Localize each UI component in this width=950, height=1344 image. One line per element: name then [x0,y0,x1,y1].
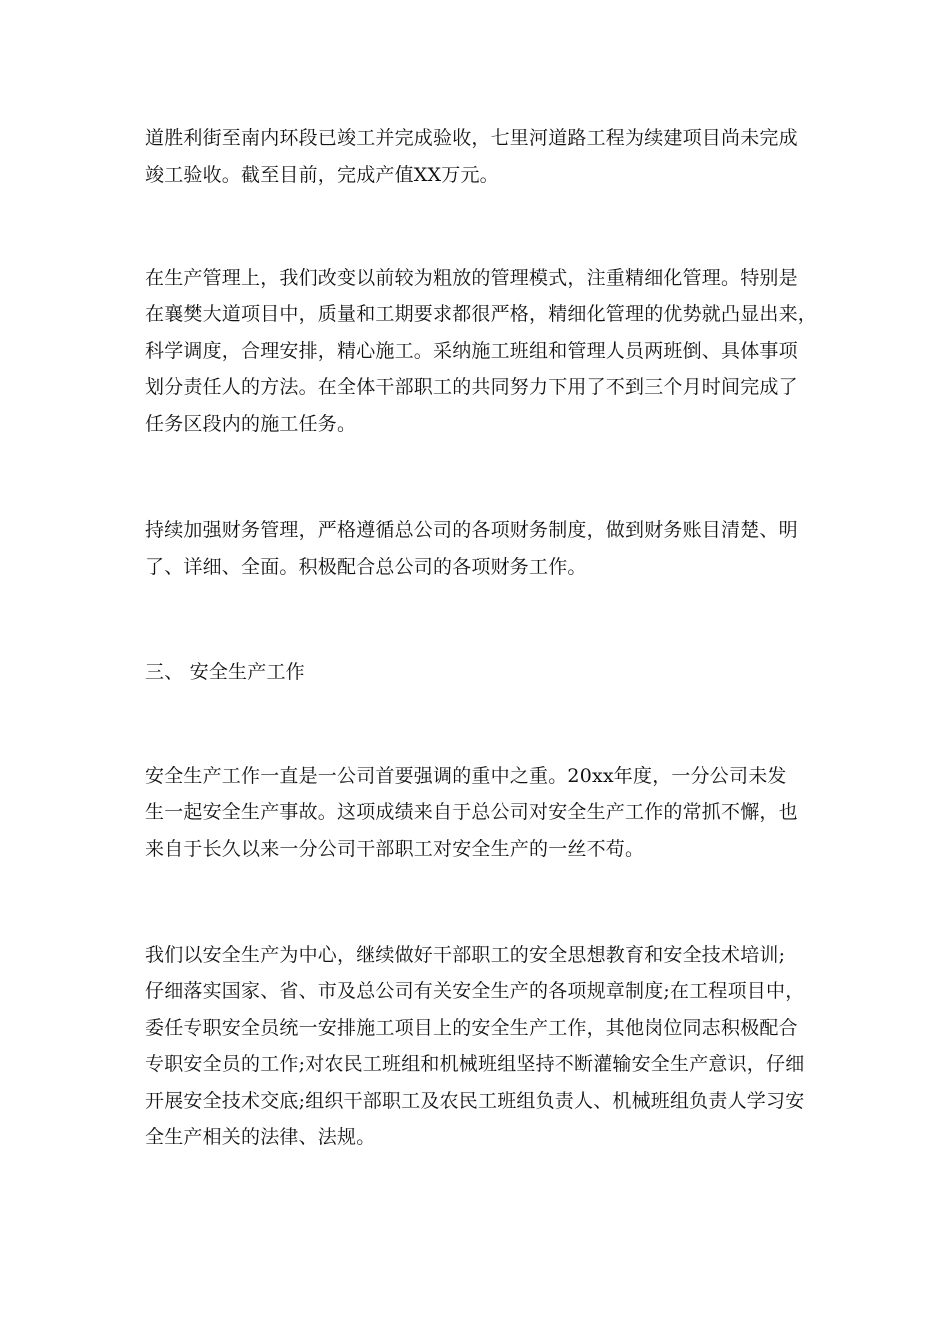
paragraph-line: 开展安全技术交底;组织干部职工及农民工班组负责人、机械班组负责人学习安 [145,1090,805,1112]
paragraph-line: 委任专职安全员统一安排施工项目上的安全生产工作，其他岗位同志积极配合 [145,1017,798,1039]
paragraph-line: 在生产管理上，我们改变以前较为粗放的管理模式，注重精细化管理。特别是 [145,267,798,289]
paragraph-line: 我们以安全生产为中心，继续做好干部职工的安全思想教育和安全技术培训; [145,944,786,966]
section-heading-text: 三、 安全生产工作 [145,661,305,683]
paragraph-line: 任务区段内的施工任务。 [145,413,357,435]
paragraph-line: 仔细落实国家、省、市及总公司有关安全生产的各项规章制度;在工程项目中， [145,980,805,1002]
paragraph-line: 科学调度，合理安排，精心施工。采纳施工班组和管理人员两班倒、具体事项 [145,340,798,362]
paragraph-line: 生一起安全生产事故。这项成绩来自于总公司对安全生产工作的常抓不懈，也 [145,801,798,823]
paragraph-line: 来自于长久以来一分公司干部职工对安全生产的一丝不苟。 [145,838,645,860]
paragraph-line: 划分责任人的方法。在全体干部职工的共同努力下用了不到三个月时间完成了 [145,376,798,398]
paragraph-line: 在襄樊大道项目中，质量和工期要求都很严格，精细化管理的优势就凸显出来， [145,303,818,325]
paragraph-line: 专职安全员的工作;对农民工班组和机械班组坚持不断灌输安全生产意识，仔细 [145,1053,805,1075]
paragraph-line: 持续加强财务管理，严格遵循总公司的各项财务制度，做到财务账目清楚、明 [145,519,798,541]
paragraph-line: 道胜利街至南内环段已竣工并完成验收，七里河道路工程为续建项目尚未完成 [145,127,798,149]
paragraph-line: 竣工验收。截至目前，完成产值XX万元。 [145,164,499,186]
paragraph-line: 安全生产工作一直是一公司首要强调的重中之重。20xx年度，一分公司未发 [145,765,787,787]
paragraph-line: 了、详细、全面。积极配合总公司的各项财务工作。 [145,556,587,578]
paragraph-line: 全生产相关的法律、法规。 [145,1126,376,1148]
